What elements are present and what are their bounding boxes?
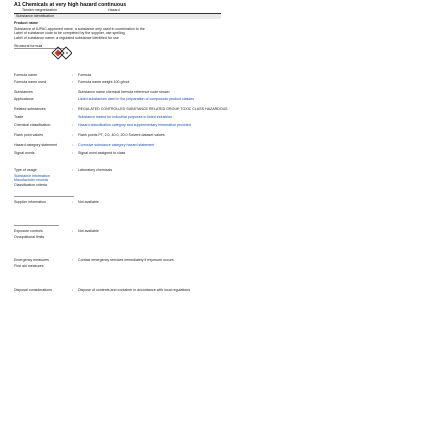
property-row: Related substances : REGULATED CONTROLLED SUBSTANCE RELATED GROUP TOXIC CLASS HAZARDOUS xyxy=(14,107,434,115)
property-label: Hazard category statement xyxy=(14,143,58,147)
usage-subline[interactable]: Manufacturer records xyxy=(14,178,49,183)
emergency-subline: First aid measures xyxy=(14,264,44,268)
property-row: Formula name used : Formula name weight 100 g/mol xyxy=(14,80,434,87)
usage-label: Type of usage xyxy=(14,168,37,172)
property-row xyxy=(14,97,434,107)
header-subtitle-left: Tarnish megnetization xyxy=(22,8,57,12)
property-label: Applications xyxy=(14,97,34,101)
identity-label: Product name xyxy=(14,21,38,25)
property-row: Formula name : Formula xyxy=(14,73,434,80)
supplier-value: Not available xyxy=(78,200,99,204)
property-value-link[interactable]: Listed substances used in the preparation of compounds product classes xyxy=(78,97,195,101)
usage-value: Laboratory chemicals xyxy=(78,168,113,172)
property-value-link[interactable]: Hazard classification category and supplementary information provided xyxy=(78,123,191,127)
property-row xyxy=(14,90,434,97)
supplier-section: Supplier information : Not available xyxy=(14,199,99,204)
identity-line: Substance of IUPAC-approved name, a substance only used in combination to the xyxy=(14,27,145,31)
property-value-link[interactable]: Corrosive substance category hazard statement xyxy=(78,143,155,147)
property-label: Formula name xyxy=(14,73,38,77)
property-row: Signal words : Signal word assigned to class xyxy=(14,151,434,159)
property-value: Formula name weight 100 g/mol xyxy=(78,80,130,84)
property-label: Trade xyxy=(14,115,24,119)
identity-lines xyxy=(14,27,314,40)
identity-line: Label of substance name: a regulated substance identified for use xyxy=(14,35,119,40)
properties-table xyxy=(14,73,434,159)
section-divider xyxy=(14,225,59,226)
property-value: Signal word assigned to class xyxy=(78,151,126,155)
exposure-label: Exposure controls xyxy=(14,229,43,233)
property-label: Flash point values xyxy=(14,133,43,137)
property-label: Formula name used xyxy=(14,80,46,84)
supplier-label: Supplier information xyxy=(14,200,46,204)
exposure-section: Exposure controls : Not available Occupational limits xyxy=(14,229,434,239)
property-row: Hazard category statement : Corrosive substance category hazard statement xyxy=(14,143,434,151)
property-row xyxy=(14,115,434,123)
header-banner-text: Substance identification xyxy=(16,14,54,18)
emergency-section: Emergency measures : Contact emergency services immediately if exposure occurs First aid measures xyxy=(14,258,434,268)
exposure-value: Not available xyxy=(78,229,99,233)
property-row: Flash point values : Flash points PT, 2.0, 40.0, 20.0 Solvent dataset values xyxy=(14,133,434,143)
section-divider xyxy=(14,196,74,197)
property-value-link[interactable]: Substance traded for industrial purposes in listed industries xyxy=(78,115,173,119)
disposal-section: Disposal considerations : Dispose of contents and container in accordance with local regulations xyxy=(14,287,191,292)
property-value: Formula xyxy=(78,73,92,77)
header-subtitle-right: Hazard xyxy=(108,8,120,12)
disposal-label: Disposal considerations xyxy=(14,288,52,292)
property-label: Signal words xyxy=(14,151,35,155)
property-label: Related substances xyxy=(14,107,46,111)
property-value: Flash points PT, 2.0, 40.0, 20.0 Solvent dataset values xyxy=(78,133,165,137)
usage-subline: Classification criteria xyxy=(14,182,47,187)
identity-line: Label of substance code to be completed by the supplier, use spelling xyxy=(14,31,125,36)
property-label: Substances xyxy=(14,90,33,94)
property-value: REGULATED CONTROLLED SUBSTANCE RELATED GROUP TOXIC CLASS HAZARDOUS xyxy=(78,107,228,111)
usage-subline[interactable]: Substance information xyxy=(14,174,50,178)
disposal-value: Dispose of contents and container in accordance with local regulations xyxy=(78,288,191,292)
structure-label: Structural formula xyxy=(14,44,43,48)
header-banner xyxy=(14,14,221,19)
property-value: Substance name chemical formula reference code shown xyxy=(78,90,170,94)
exposure-subline: Occupational limits xyxy=(14,235,45,239)
structural-formula-image xyxy=(42,44,72,70)
document-title: A1 Chemicals at very high hazard continuous xyxy=(14,2,127,8)
usage-section: Type of usage : Laboratory chemicals Substance information Manufacturer records Classification criteria xyxy=(14,168,434,187)
property-label: Chemical classification xyxy=(14,123,51,127)
emergency-label: Emergency measures xyxy=(14,258,49,262)
property-row: Chemical classification : Hazard classification category and supplementary information provided xyxy=(14,123,434,133)
emergency-value: Contact emergency services immediately if exposure occurs xyxy=(78,258,174,262)
